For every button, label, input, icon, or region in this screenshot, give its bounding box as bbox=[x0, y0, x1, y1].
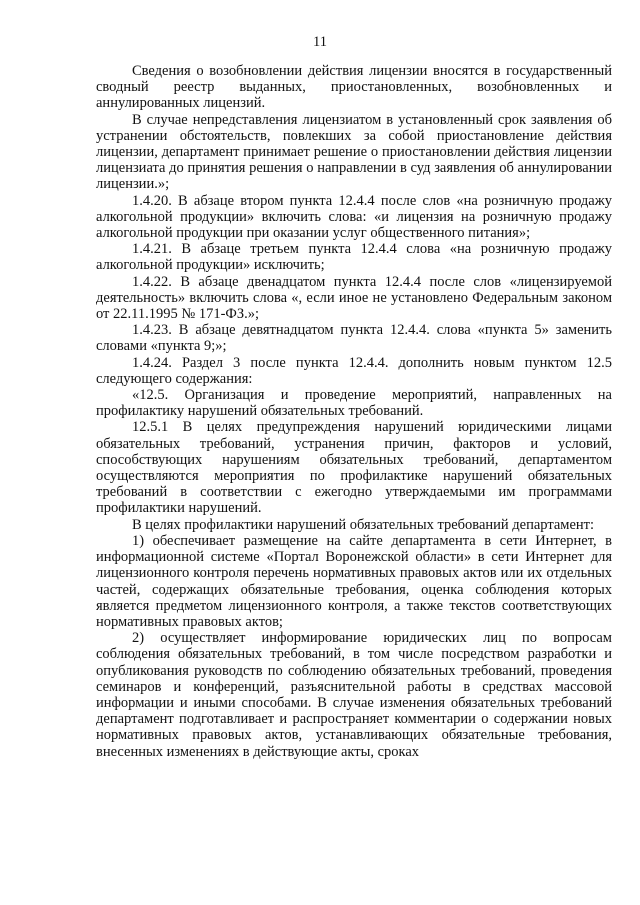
paragraph: 1.4.24. Раздел 3 после пункта 12.4.4. дополнить новым пунктом 12.5 следующего содержания: bbox=[96, 354, 612, 387]
paragraph: 1.4.22. В абзаце двенадцатом пункта 12.4.4 после слов «лицензируемой деятельность» включить слова «, если иное не установлено Федеральным законом от 22.11.1995 № 171-ФЗ.»; bbox=[96, 273, 612, 323]
paragraph: 1.4.23. В абзаце девятнадцатом пункта 12.4.4. слова «пункта 5» заменить словами «пункта 9;»; bbox=[96, 322, 612, 355]
paragraph: 1.4.21. В абзаце третьем пункта 12.4.4 слова «на розничную продажу алкогольной продукции» исключить; bbox=[96, 241, 612, 274]
page-number: 11 bbox=[313, 34, 327, 50]
document-body bbox=[96, 63, 612, 760]
paragraph: В случае непредставления лицензиатом в установленный срок заявления об устранении обстоятельств, повлекших за собой приостановление действия лицензии, департамент принимает решение о приостановлении действия лицензии лицензиата до принятия решения о направлении в суд заявления об аннулировании лицензии.»; bbox=[96, 111, 612, 193]
paragraph: 2) осуществляет информирование юридических лиц по вопросам соблюдения обязательных требований, в том числе посредством разработки и опубликования руководств по соблюдению обязательных требований, проведения семинаров и конференций, разъяснительной работы в средствах массовой информации и иными способами. В случае изменения обязательных требований департамент подготавливает и распространяет комментарии о содержании новых нормативных правовых актов, устанавливающих обязательные требования, внесенных изменениях в действующие акты, сроках bbox=[96, 630, 612, 760]
paragraph: 1.4.20. В абзаце втором пункта 12.4.4 после слов «на розничную продажу алкогольной продукции» включить слова: «и лицензия на розничную продажу алкогольной продукции при оказании услуг общественного питания»; bbox=[96, 192, 612, 242]
paragraph: 12.5.1 В целях предупреждения нарушений юридическими лицами обязательных требований, устранения причин, факторов и условий, способствующих нарушениям обязательных требований, департаментом осуществляются мероприятия по профилактике нарушений обязательных требований в соответствии с ежегодно утверждаемыми им программами профилактики нарушений. bbox=[96, 419, 612, 517]
paragraph: Сведения о возобновлении действия лицензии вносятся в государственный сводный реестр выданных, приостановленных, возобновленных и аннулированных лицензий. bbox=[96, 63, 612, 112]
paragraph: 1) обеспечивает размещение на сайте департамента в сети Интернет, в информационной системе «Портал Воронежской области» в сети Интернет для лицензионного контроля перечень нормативных правовых актов или их отдельных частей, содержащих обязательные требования, оценка соблюдения которых является предметом лицензионного контроля, а также текстов соответствующих нормативных правовых актов; bbox=[96, 532, 612, 630]
paragraph: «12.5. Организация и проведение мероприятий, направленных на профилактику нарушений обязательных требований. bbox=[96, 387, 612, 420]
paragraph: В целях профилактики нарушений обязательных требований департамент: bbox=[132, 516, 595, 533]
